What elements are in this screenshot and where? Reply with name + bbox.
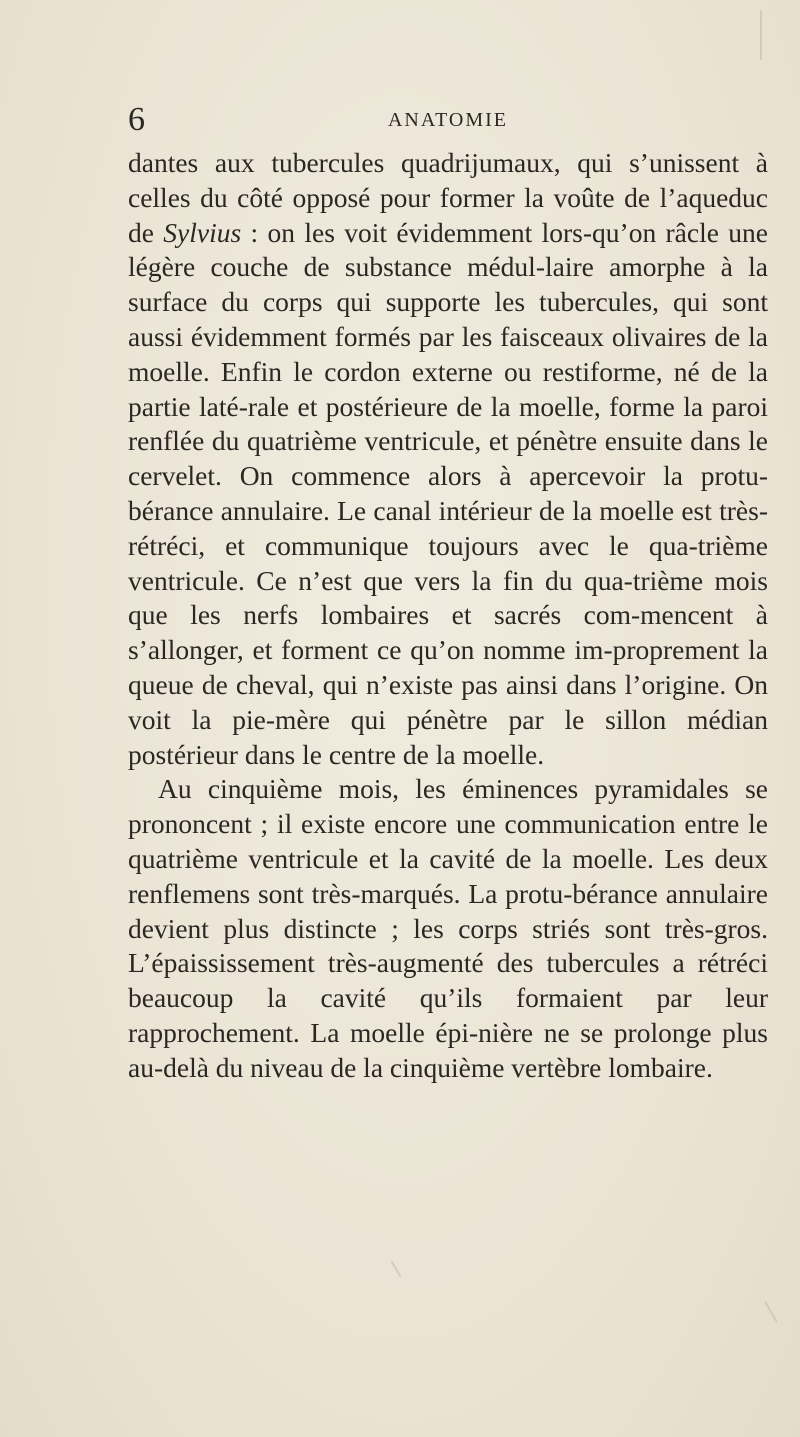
paper-mark	[391, 1261, 402, 1278]
italic-name-sylvius: Sylvius	[163, 216, 242, 248]
paragraph-1-part-a: dantes aux tubercules quadrijumaux, qui s’unissent à celles du côté opposé pour former la voûte de l’aqueduc de	[128, 147, 768, 248]
paper-mark	[764, 1301, 778, 1323]
page-number: 6	[128, 101, 145, 138]
page-header	[128, 100, 768, 140]
paragraph-2: Au cinquième mois, les éminences pyramidales se prononcent ; il existe encore une communication entre le quatrième ventricule et la cavité de la moelle. Les deux renflemens sont très-marqués. La protu-bérance annulaire devient plus distincte ; les corps striés sont très-gros. L’épaississement très-augmenté des tubercules a rétréci beaucoup la cavité qu’ils formaient par leur rapprochement. La moelle épi-nière ne se prolonge plus au-delà du niveau de la cinquième vertèbre lombaire.	[128, 773, 768, 1083]
body-text	[128, 146, 768, 1086]
paper-mark	[760, 10, 762, 60]
paragraph-1-part-b: : on les voit évidemment lors-qu’on râcle une légère couche de substance médul-laire amorphe à la surface du corps qui supporte les tubercules, qui sont aussi évidemment formés par les faisceaux olivaires de la moelle. Enfin le cordon externe ou restiforme, né de la partie laté-rale et postérieure de la moelle, forme la paroi renflée du quatrième ventricule, et pénètre ensuite dans le cervelet. On commence alors à apercevoir la protu-bérance annulaire. Le canal intérieur de la moelle est très-rétréci, et communique toujours avec le qua-trième ventricule. Ce n’est que vers la fin du qua-trième mois que les nerfs lombaires et sacrés com-mencent à s’allonger, et forment ce qu’on nomme im-proprement la queue de cheval, qui n’existe pas ainsi dans l’origine. On voit la pie-mère qui pénètre par le sillon médian postérieur dans le centre de la moelle.	[128, 216, 768, 770]
running-head: ANATOMIE	[387, 109, 509, 131]
paragraph-1	[128, 146, 768, 772]
